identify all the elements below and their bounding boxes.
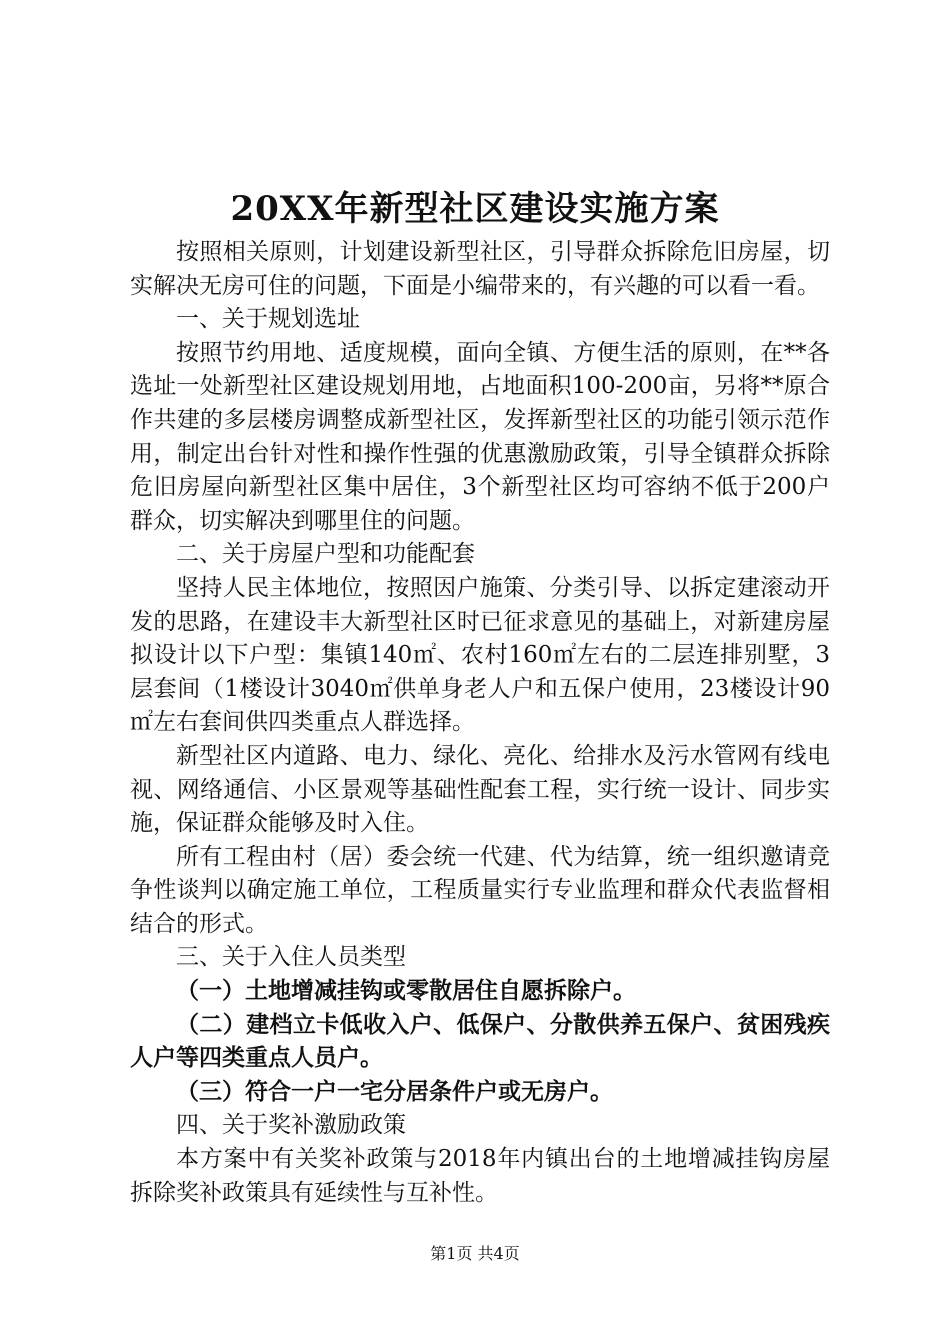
resident-type-item-2: （二）建档立卡低收入户、低保户、分散供养五保户、贫困残疾人户等四类重点人员户。 <box>130 1011 830 1072</box>
construction-paragraph: 所有工程由村（居）委会统一代建、代为结算，统一组织邀请竞争性谈判以确定施工单位，工程质量实行专业监理和群众代表监督相结合的形式。 <box>130 843 830 937</box>
resident-type-item-1: （一）土地增减挂钩或零散居住自愿拆除户。 <box>176 978 636 1005</box>
section-heading-housing-types: 二、关于房屋户型和功能配套 <box>176 541 475 568</box>
section-heading-site-selection: 一、关于规划选址 <box>176 306 360 333</box>
page-indicator: 第1页 共4页 <box>430 1244 520 1263</box>
resident-type-item-3: （三）符合一户一宅分居条件户或无房户。 <box>176 1078 613 1105</box>
infrastructure-paragraph: 新型社区内道路、电力、绿化、亮化、给排水及污水管网有线电视、网络通信、小区景观等基础性配套工程，实行统一设计、同步实施，保证群众能够及时入住。 <box>130 742 830 837</box>
intro-paragraph: 按照相关原则，计划建设新型社区，引导群众拆除危旧房屋，切实解决无房可住的问题，下面是小编带来的，有兴趣的可以看一看。 <box>130 239 830 299</box>
document-title: 20XX年新型社区建设实施方案 <box>230 189 720 229</box>
site-selection-paragraph: 按照节约用地、适度规模，面向全镇、方便生活的原则，在**各选址一处新型社区建设规划用地，占地面积100-200亩，另将**原合作共建的多层楼房调整成新型社区，发挥新型社区的功能引领示范作用，制定出台针对性和操作性强的优惠激励政策，引导全镇群众拆除危旧房屋向新型社区集中居住，3个新型社区均可容纳不低于200户群众，切实解决到哪里住的问题。 <box>130 339 830 534</box>
document-body <box>130 236 830 1210</box>
section-heading-resident-types: 三、关于入住人员类型 <box>176 944 406 971</box>
housing-types-paragraph: 坚持人民主体地位，按照因户施策、分类引导、以拆定建滚动开发的思路，在建设丰大新型社区时已征求意见的基础上，对新建房屋拟设计以下户型：集镇140㎡、农村160㎡左右的二层连排别墅，3层套间（1楼设计3040㎡供单身老人户和五保户使用，23楼设计90㎡左右套间供四类重点人群选择。 <box>130 574 830 736</box>
section-heading-incentives: 四、关于奖补激励政策 <box>176 1112 406 1139</box>
incentives-paragraph: 本方案中有关奖补政策与2018年内镇出台的土地增减挂钩房屋拆除奖补政策具有延续性与互补性。 <box>130 1146 830 1206</box>
